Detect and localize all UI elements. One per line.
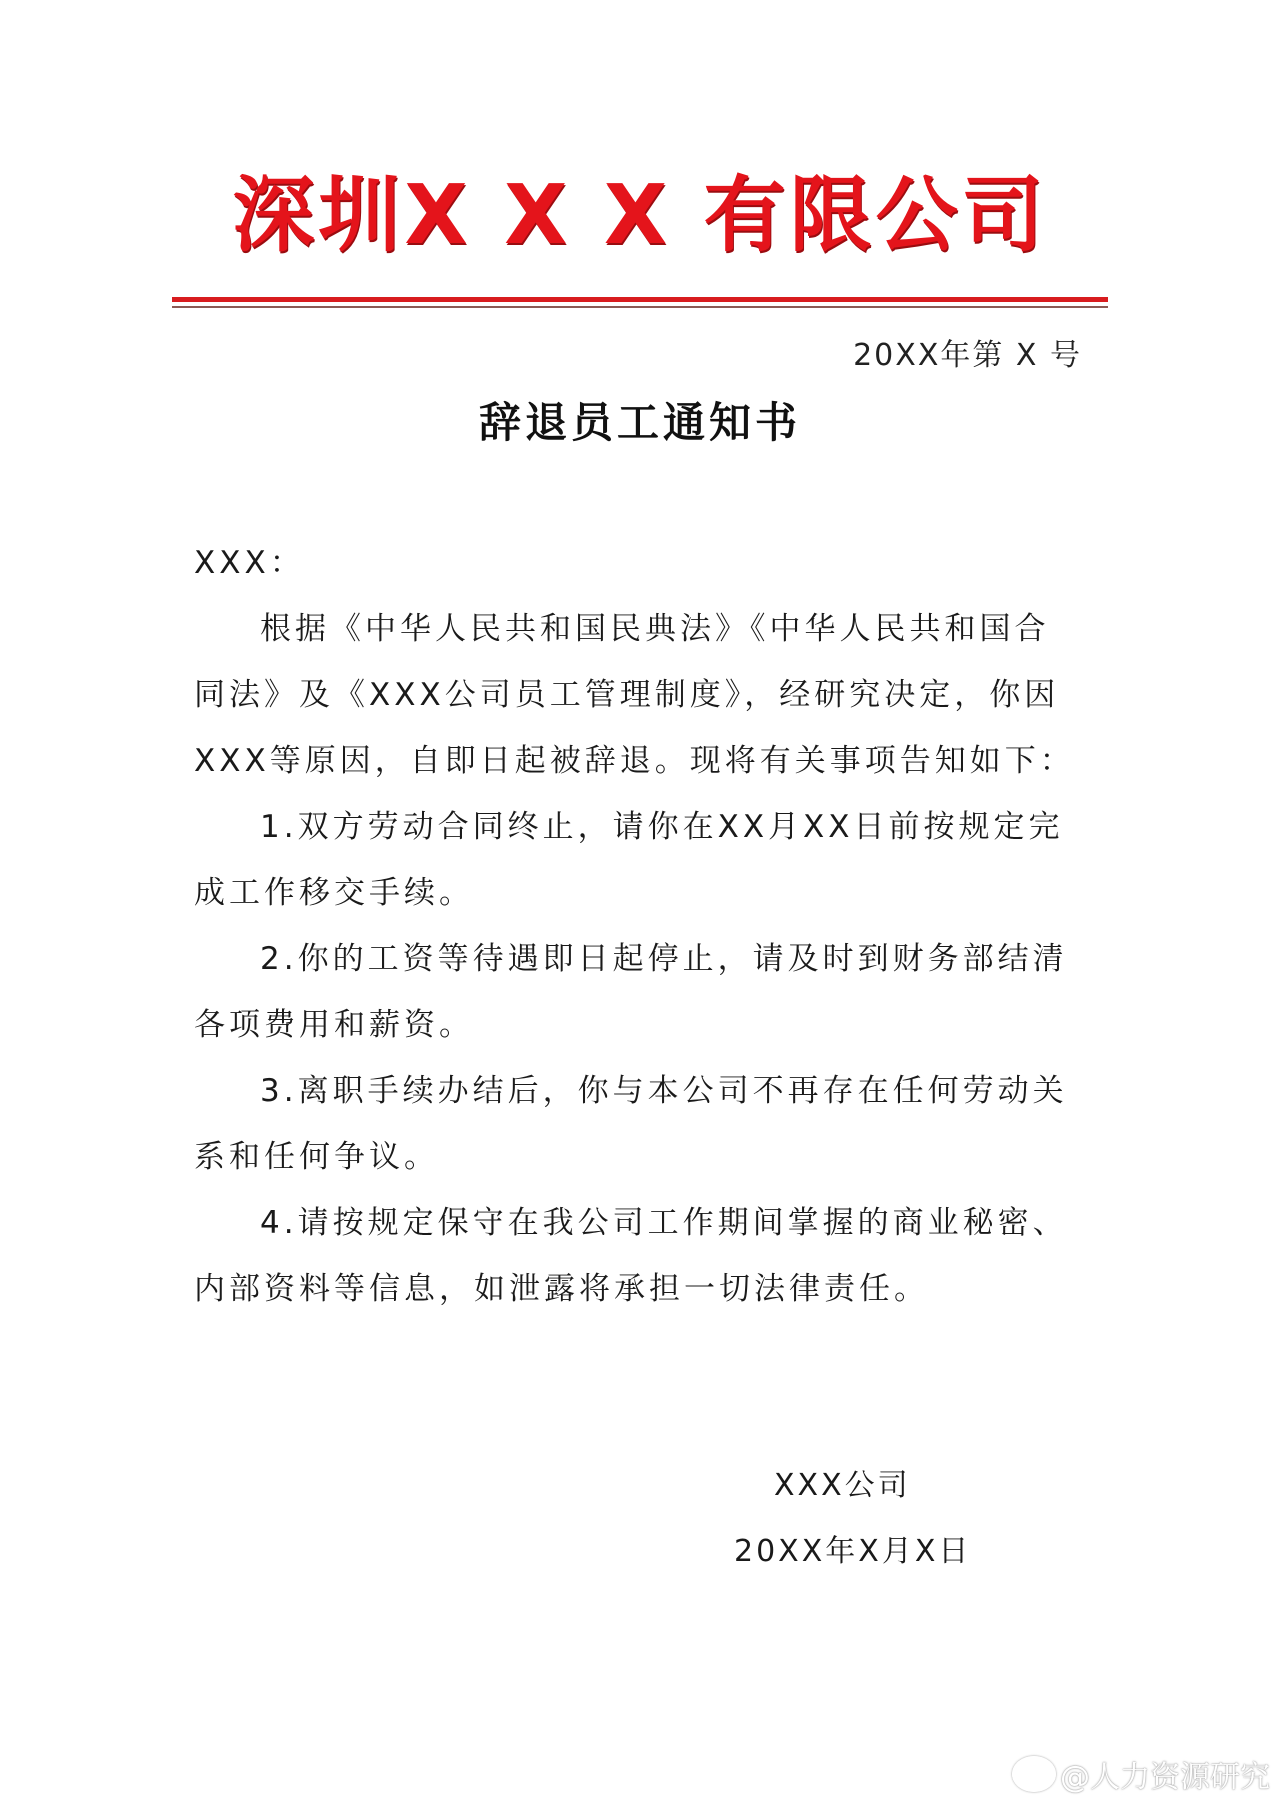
paragraph-item-4: 4.请按规定保守在我公司工作期间掌握的商业秘密、内部资料等信息，如泄露将承担一切法律责任。	[194, 1205, 1068, 1307]
paragraph-item-2: 2.你的工资等待遇即日起停止，请及时到财务部结清各项费用和薪资。	[194, 941, 1068, 1043]
paragraph-intro: 根据《中华人民共和国民典法》《中华人民共和国合同法》及《XXX公司员工管理制度》，经研究决定，你因XXX等原因，自即日起被辞退。现将有关事项告知如下：	[194, 611, 1075, 779]
paragraph-item-1: 1.双方劳动合同终止，请你在XX月XX日前按规定完成工作移交手续。	[194, 809, 1064, 911]
signature-date: 20XX年X月X日	[734, 1534, 972, 1569]
watermark-text: @人力资源研究	[1060, 1760, 1270, 1795]
weibo-icon	[1012, 1756, 1056, 1792]
signature-company: XXX公司	[774, 1468, 911, 1503]
watermark	[1012, 1752, 1270, 1796]
document-body	[194, 530, 1084, 1322]
salutation: XXX：	[194, 545, 305, 581]
letterhead-red-rule	[172, 297, 1108, 302]
document-number: 20XX年第 X 号	[853, 338, 1082, 373]
letterhead-thin-rule	[172, 306, 1108, 308]
document-title: 辞退员工通知书	[478, 398, 801, 447]
letterhead-company-name: 深圳X X X 有限公司	[232, 168, 1048, 263]
paragraph-item-3: 3.离职手续办结后，你与本公司不再存在任何劳动关系和任何争议。	[194, 1073, 1068, 1175]
